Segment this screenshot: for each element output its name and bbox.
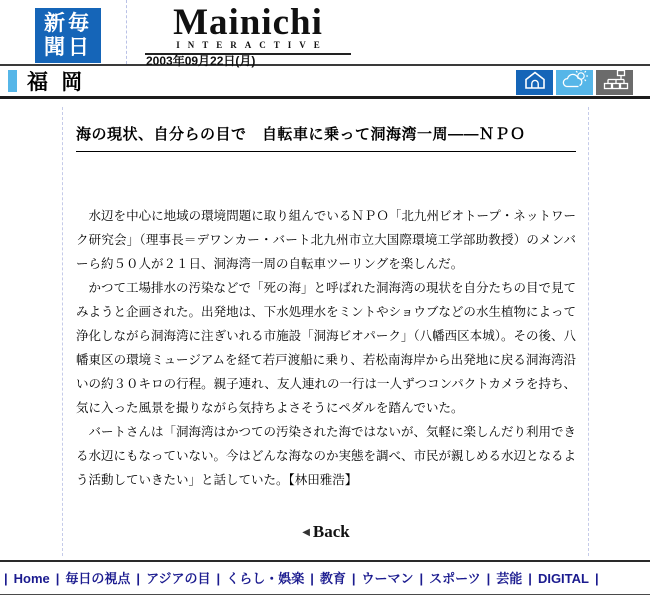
article-title-wrap <box>76 123 576 152</box>
footer-link-5[interactable]: 教育 <box>319 571 346 586</box>
article-body <box>76 204 576 492</box>
footer-separator: | <box>486 571 491 586</box>
section-bar <box>0 66 650 99</box>
footer-separator: | <box>136 571 141 586</box>
footer-link-1[interactable]: Home <box>13 571 50 586</box>
article-paragraph-2: かつて工場排水の汚染などで「死の海」と呼ばれた洞海湾の現状を自分たちの目で見てみようと企画された。出発地は、下水処理水をミントやショウブなどの水生植物によって浄化しながら洞海湾に注ぎいれる市施設「洞海ビオパーク」（八幡西区本城）。その後、八幡東区の環境ミュージアムを経て若戸渡船に乗り、若松南海岸から出発地に戻る洞海湾沿いの約３０キロの行程。親子連れ、友人連れの一行は一人ずつコンパクトカメラを持ち、気に入った風景を撮りながら気持ちよさそうにペダルを踏んでいた。 <box>76 281 577 415</box>
article-paragraph-3: バートさんは「洞海湾はかつての汚染された海ではないが、気軽に楽しんだり利用できる水辺にもなっていない。今はどんな海なのか実態を調べ、市民が親しめる水辺となるよう活動していきたい」と話していた。【林田雅浩】 <box>76 425 577 487</box>
footer-separator: | <box>594 571 599 586</box>
footer-link-2[interactable]: 毎日の視点 <box>65 571 131 586</box>
footer-separator: | <box>351 571 356 586</box>
article-container <box>62 107 589 556</box>
article-paragraph-1: 水辺を中心に地域の環境問題に取り組んでいるＮＰＯ「北九州ビオトープ・ネットワーク研究会」（理事長＝デワンカー・バート北九州市立大国際環境工学部助教授）のメンバーら約５０人が２１日、洞海湾一周の自転車ツーリングを楽しんだ。 <box>76 209 576 271</box>
footer-separator: | <box>419 571 424 586</box>
footer-separator: | <box>310 571 314 586</box>
logo-text-line2: 聞日 <box>44 35 92 59</box>
footer-separator: | <box>4 571 8 586</box>
footer-link-8[interactable]: 芸能 <box>496 571 523 586</box>
header-icon-group <box>516 70 633 95</box>
logo-text-line1: 新毎 <box>44 11 92 35</box>
date-label: 2003年09月22日(月) <box>146 54 256 68</box>
wordmark-subtitle: INTERACTIVE <box>176 40 328 50</box>
footer-separator: | <box>216 571 221 586</box>
footer-link-3[interactable]: アジアの目 <box>146 571 211 586</box>
wordmark-title: Mainichi <box>173 2 323 43</box>
header <box>0 0 650 66</box>
sitemap-button[interactable] <box>596 70 633 95</box>
home-icon <box>518 68 552 97</box>
footer-link-9[interactable]: DIGITAL <box>537 571 589 586</box>
article-title: 海の現状、自分らの目で 自転車に乗って洞海湾一周――ＮＰＯ <box>76 126 526 143</box>
sitemap-icon <box>598 68 632 97</box>
footer <box>0 560 650 595</box>
home-button[interactable] <box>516 70 553 95</box>
footer-link-7[interactable]: スポーツ <box>429 571 481 586</box>
footer-separator: | <box>55 571 60 586</box>
footer-link-6[interactable]: ウーマン <box>361 571 414 586</box>
header-divider <box>126 0 127 64</box>
footer-separator: | <box>528 571 532 586</box>
back-arrow-icon: ◀ <box>302 527 310 538</box>
back-button[interactable] <box>302 522 350 542</box>
footer-nav <box>0 562 650 595</box>
back-label: Back <box>312 522 350 541</box>
mainichi-newspaper-logo[interactable] <box>35 8 101 63</box>
weather-button[interactable] <box>556 70 593 95</box>
section-title-fukuoka: 福 岡 <box>27 70 87 94</box>
footer-link-4[interactable]: くらし・娯楽 <box>226 571 305 586</box>
mainichi-interactive-wordmark[interactable] <box>145 4 351 55</box>
section-accent-bar <box>8 70 17 92</box>
weather-icon <box>558 68 592 97</box>
back-row <box>76 522 576 544</box>
